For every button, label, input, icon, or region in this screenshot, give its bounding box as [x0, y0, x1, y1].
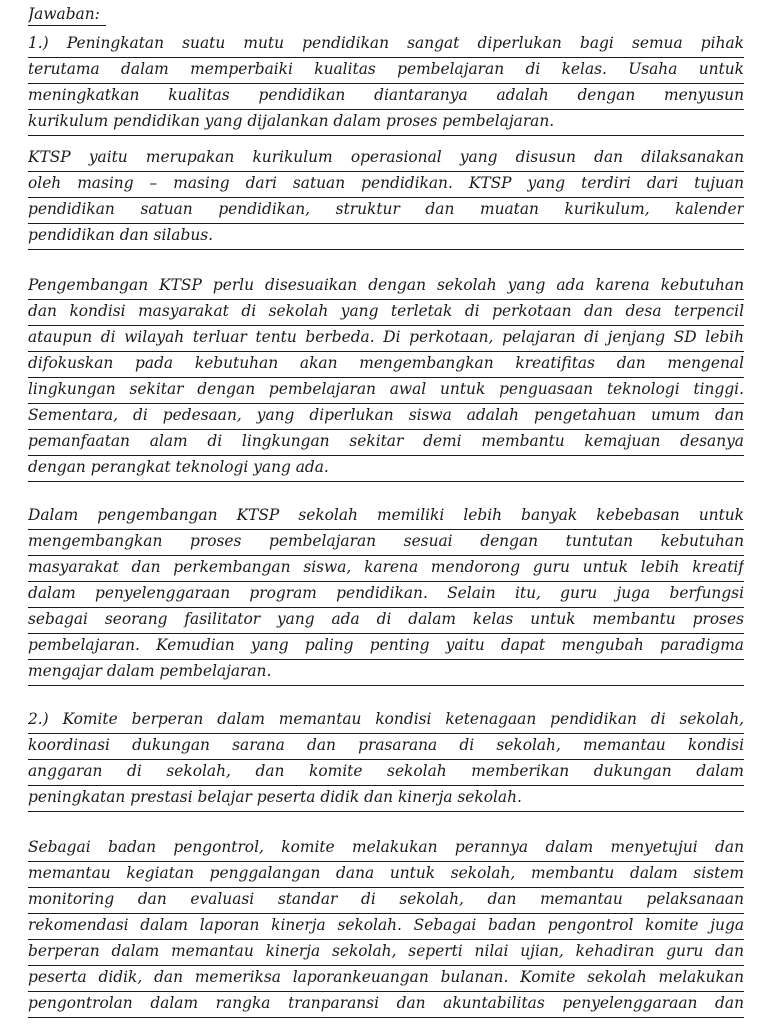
text-line: terutama dalam memperbaiki kualitas pembelajaran di kelas. Usaha untuk	[28, 58, 744, 84]
text-line: mengajar dalam pembelajaran.	[28, 660, 744, 686]
text-line: berperan dalam memantau kinerja sekolah, seperti nilai ujian, kehadiran guru dan	[28, 940, 744, 966]
text-line: memantau kegiatan penggalangan dana untuk sekolah, membantu dalam sistem	[28, 862, 744, 888]
text-line: anggaran di sekolah, dan komite sekolah memberikan dukungan dalam	[28, 760, 744, 786]
text-line: koordinasi dukungan sarana dan prasarana di sekolah, memantau kondisi	[28, 734, 744, 760]
text-line: lingkungan sekitar dengan pembelajaran awal untuk penguasaan teknologi tinggi.	[28, 378, 744, 404]
text-line: dan kondisi masyarakat di sekolah yang terletak di perkotaan dan desa terpencil	[28, 300, 744, 326]
text-line: oleh masing – masing dari satuan pendidikan. KTSP yang terdiri dari tujuan	[28, 172, 744, 198]
text-line: KTSP yaitu merupakan kurikulum operasional yang disusun dan dilaksanakan	[28, 146, 744, 172]
text-line: difokuskan pada kebutuhan akan mengembangkan kreatifitas dan mengenal	[28, 352, 744, 378]
text-line: Sementara, di pedesaan, yang diperlukan siswa adalah pengetahuan umum dan	[28, 404, 744, 430]
text-line: mengembangkan proses pembelajaran sesuai dengan tuntutan kebutuhan	[28, 530, 744, 556]
text-line: rekomendasi dalam laporan kinerja sekolah. Sebagai badan pengontrol komite juga	[28, 914, 744, 940]
text-line: ataupun di wilayah terluar tentu berbeda. Di perkotaan, pelajaran di jenjang SD lebih	[28, 326, 744, 352]
text-line: Sebagai badan pengontrol, komite melakukan perannya dalam menyetujui dan	[28, 836, 744, 862]
text-line: kurikulum pendidikan yang dijalankan dalam proses pembelajaran.	[28, 110, 744, 136]
text-line: pembelajaran. Kemudian yang paling penting yaitu dapat mengubah paradigma	[28, 634, 744, 660]
text-line: meningkatkan kualitas pendidikan diantaranya adalah dengan menyusun	[28, 84, 744, 110]
text-line: pendidikan satuan pendidikan, struktur dan muatan kurikulum, kalender	[28, 198, 744, 224]
text-line: 1.) Peningkatan suatu mutu pendidikan sangat diperlukan bagi semua pihak	[28, 32, 744, 58]
text-line: peningkatan prestasi belajar peserta didik dan kinerja sekolah.	[28, 786, 744, 812]
text-line: 2.) Komite berperan dalam memantau kondisi ketenagaan pendidikan di sekolah,	[28, 708, 744, 734]
text-line: pendidikan dan silabus.	[28, 224, 744, 250]
text-line: dengan perangkat teknologi yang ada.	[28, 456, 744, 482]
text-line: Pengembangan KTSP perlu disesuaikan dengan sekolah yang ada karena kebutuhan	[28, 274, 744, 300]
text-line: Dalam pengembangan KTSP sekolah memiliki lebih banyak kebebasan untuk	[28, 504, 744, 530]
text-line: sebagai seorang fasilitator yang ada di dalam kelas untuk membantu proses	[28, 608, 744, 634]
text-line: monitoring dan evaluasi standar di sekolah, dan memantau pelaksanaan	[28, 888, 744, 914]
text-line: pengontrolan dalam rangka tranparansi dan akuntabilitas penyelenggaraan dan	[28, 992, 744, 1018]
answer-heading: Jawaban:	[28, 4, 106, 26]
text-line: dalam penyelenggaraan program pendidikan. Selain itu, guru juga berfungsi	[28, 582, 744, 608]
text-line: peserta didik, dan memeriksa laporankeuangan bulanan. Komite sekolah melakukan	[28, 966, 744, 992]
text-line: pemanfaatan alam di lingkungan sekitar demi membantu kemajuan desanya	[28, 430, 744, 456]
text-line: masyarakat dan perkembangan siswa, karena mendorong guru untuk lebih kreatif	[28, 556, 744, 582]
